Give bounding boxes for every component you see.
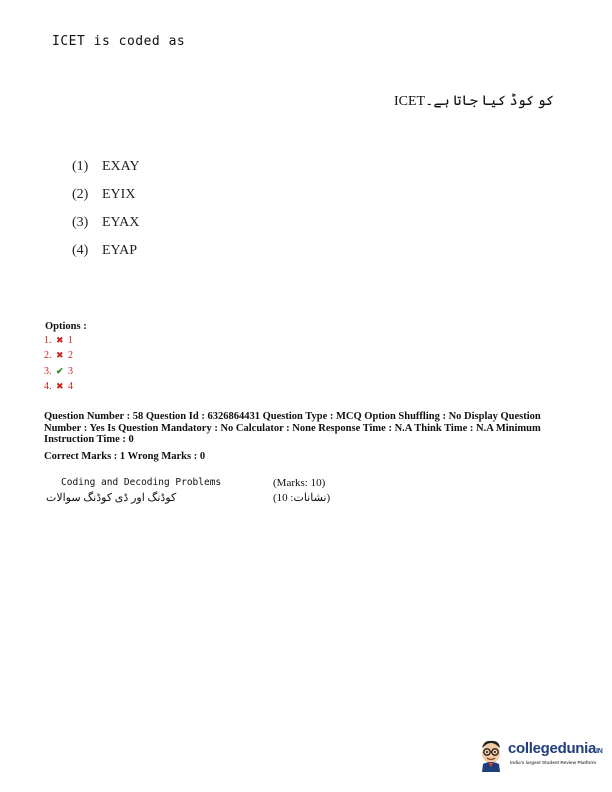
option-value: 2 [68, 350, 74, 361]
option-prefix: 4. [44, 381, 52, 392]
options-title: Options : [45, 321, 87, 332]
section-marks-english: (Marks: 10) [273, 477, 326, 489]
choice-number: (4) [72, 243, 89, 258]
option-prefix: 2. [44, 350, 52, 361]
choice-text: EXAY [102, 159, 140, 174]
choice-number: (3) [72, 215, 89, 230]
choice-4 [72, 243, 137, 259]
question-text-english: ICET is coded as [52, 34, 186, 49]
collegedunia-logo [476, 736, 604, 780]
marks-info: Correct Marks : 1 Wrong Marks : 0 [44, 451, 206, 462]
logo-suffix: IN [596, 748, 603, 755]
section-marks-urdu: (نشانات: 10) [273, 492, 331, 504]
check-icon: ✔ [56, 366, 64, 376]
choice-text: EYIX [102, 187, 136, 202]
choice-2 [72, 187, 135, 203]
option-2 [44, 350, 73, 361]
choice-text: EYAP [102, 243, 138, 258]
option-prefix: 3. [44, 366, 52, 377]
option-prefix: 1. [44, 335, 52, 346]
choice-1 [72, 159, 140, 175]
choice-text: EYAX [102, 215, 140, 230]
cross-icon: ✖ [56, 335, 64, 345]
logo-name: collegedunia [508, 740, 597, 757]
cross-icon: ✖ [56, 350, 64, 360]
option-value: 4 [68, 381, 74, 392]
question-metadata: Question Number : 58 Question Id : 6326864431 Question Type : MCQ Option Shuffling : No Display Question Number : Yes Is Question Mandatory : No Calculator : None Response Time : N.A Think Time : N.A Minimum Instruction Time : 0 [44, 411, 541, 445]
logo-wordmark [508, 740, 603, 757]
section-title-english: Coding and Decoding Problems [61, 477, 222, 488]
option-4 [44, 381, 73, 392]
choice-3 [72, 215, 139, 231]
option-3 [44, 366, 73, 377]
option-1 [44, 335, 73, 346]
option-value: 3 [68, 366, 74, 377]
choice-number: (2) [72, 187, 89, 202]
logo-tagline: India's largest Student Review Platform [510, 760, 597, 765]
choice-number: (1) [72, 159, 89, 174]
question-text-urdu: ICETکو کوڈ کیا جاتا ہے۔ [394, 94, 554, 109]
option-value: 1 [68, 335, 74, 346]
mascot-icon [478, 738, 504, 772]
section-title-urdu: کوڈنگ اور ڈی کوڈنگ سوالات [46, 492, 177, 504]
cross-icon: ✖ [56, 381, 64, 391]
